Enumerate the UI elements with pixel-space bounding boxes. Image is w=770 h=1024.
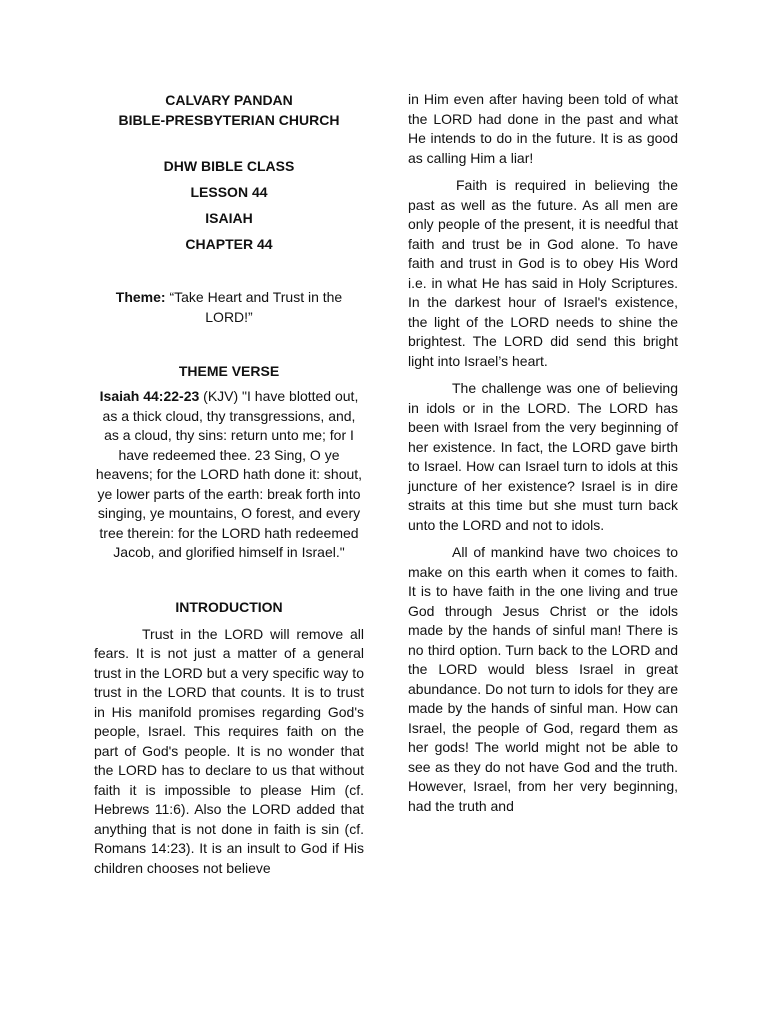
left-column [94, 90, 364, 878]
verse-body: (KJV) "I have blotted out, as a thick cloud, thy transgressions, and, as a cloud, thy sins: return unto me; for I have redeemed thee. 23 Sing, O ye heavens; for the LORD hath done it: shout, ye lower parts of the earth: break forth into singing, ye mountains, O forest, and every tree therein: for the LORD hath redeemed Jacob, and glorified himself in Israel." [95, 388, 363, 560]
chapter-number: CHAPTER 44 [185, 236, 273, 252]
intro-paragraph-1: Trust in the LORD will remove all fears. It is not just a matter of a general trust in the LORD but a very specific way to trust in the LORD that counts. It is to trust in His manifold promises regarding God's people, Israel. This requires faith on the part of God's people. It is no wonder that the LORD has to declare to us that without faith it is impossible to please Him (cf. Hebrews 11:6). Also the LORD added that anything that is not done in faith is sin (cf. Romans 14:23). It is an insult to God if His children chooses not believe [94, 625, 364, 876]
theme-text: “Take Heart and Trust in the LORD!” [165, 289, 343, 325]
verse-reference: Isaiah 44:22-23 [99, 388, 200, 404]
book-name: ISAIAH [205, 210, 253, 226]
church-name-line2: BIBLE-PRESBYTERIAN CHURCH [118, 112, 340, 128]
intro-paragraph-2: Faith is required in believing the past as well as the future. As all men are only people of the present, it is needful that faith and trust be in God alone. To have faith and trust in God is to obey His Word i.e. in what He has said in Holy Scriptures. In the darkest hour of Israel's existence, the light of the LORD needs to shine the brightest. The LORD did send this bright light into Israel’s heart. [408, 177, 678, 369]
lesson-number: LESSON 44 [190, 184, 268, 200]
theme-verse-text [94, 387, 364, 563]
theme-label: Theme: [115, 289, 166, 305]
theme-verse-heading: THEME VERSE [178, 363, 280, 379]
church-name-line1: CALVARY PANDAN [165, 92, 293, 108]
intro-paragraph-4: All of mankind have two choices to make on this earth when it comes to faith. It is to have faith in the one living and true God through Jesus Christ or the idols made by the hands of sinful man! There is no third option. Turn back to the LORD and the LORD would bless Israel in great abundance. Do not turn to idols for they are made by the hands of sinful man. How can Israel, the people of God, regard them as her gods! The world might not be able to see as they do not have God and the truth. However, Israel, from her very beginning, had the truth and [408, 544, 678, 814]
intro-paragraph-1-continued: in Him even after having been told of what the LORD had done in the past and what He intends to do in the future. It is as good as calling Him a liar! [408, 91, 678, 166]
introduction-heading: INTRODUCTION [175, 598, 283, 615]
class-name: DHW BIBLE CLASS [163, 158, 295, 174]
theme-statement [94, 288, 364, 327]
intro-paragraph-3: The challenge was one of believing in idols or in the LORD. The LORD has been with Israel from the very beginning of her existence. In fact, the LORD gave birth to Israel. How can Israel turn to idols at this juncture of her existence? Israel is in dire straits at this time but she must turn back unto the LORD and not to idols. [408, 380, 678, 533]
right-column [408, 90, 678, 816]
